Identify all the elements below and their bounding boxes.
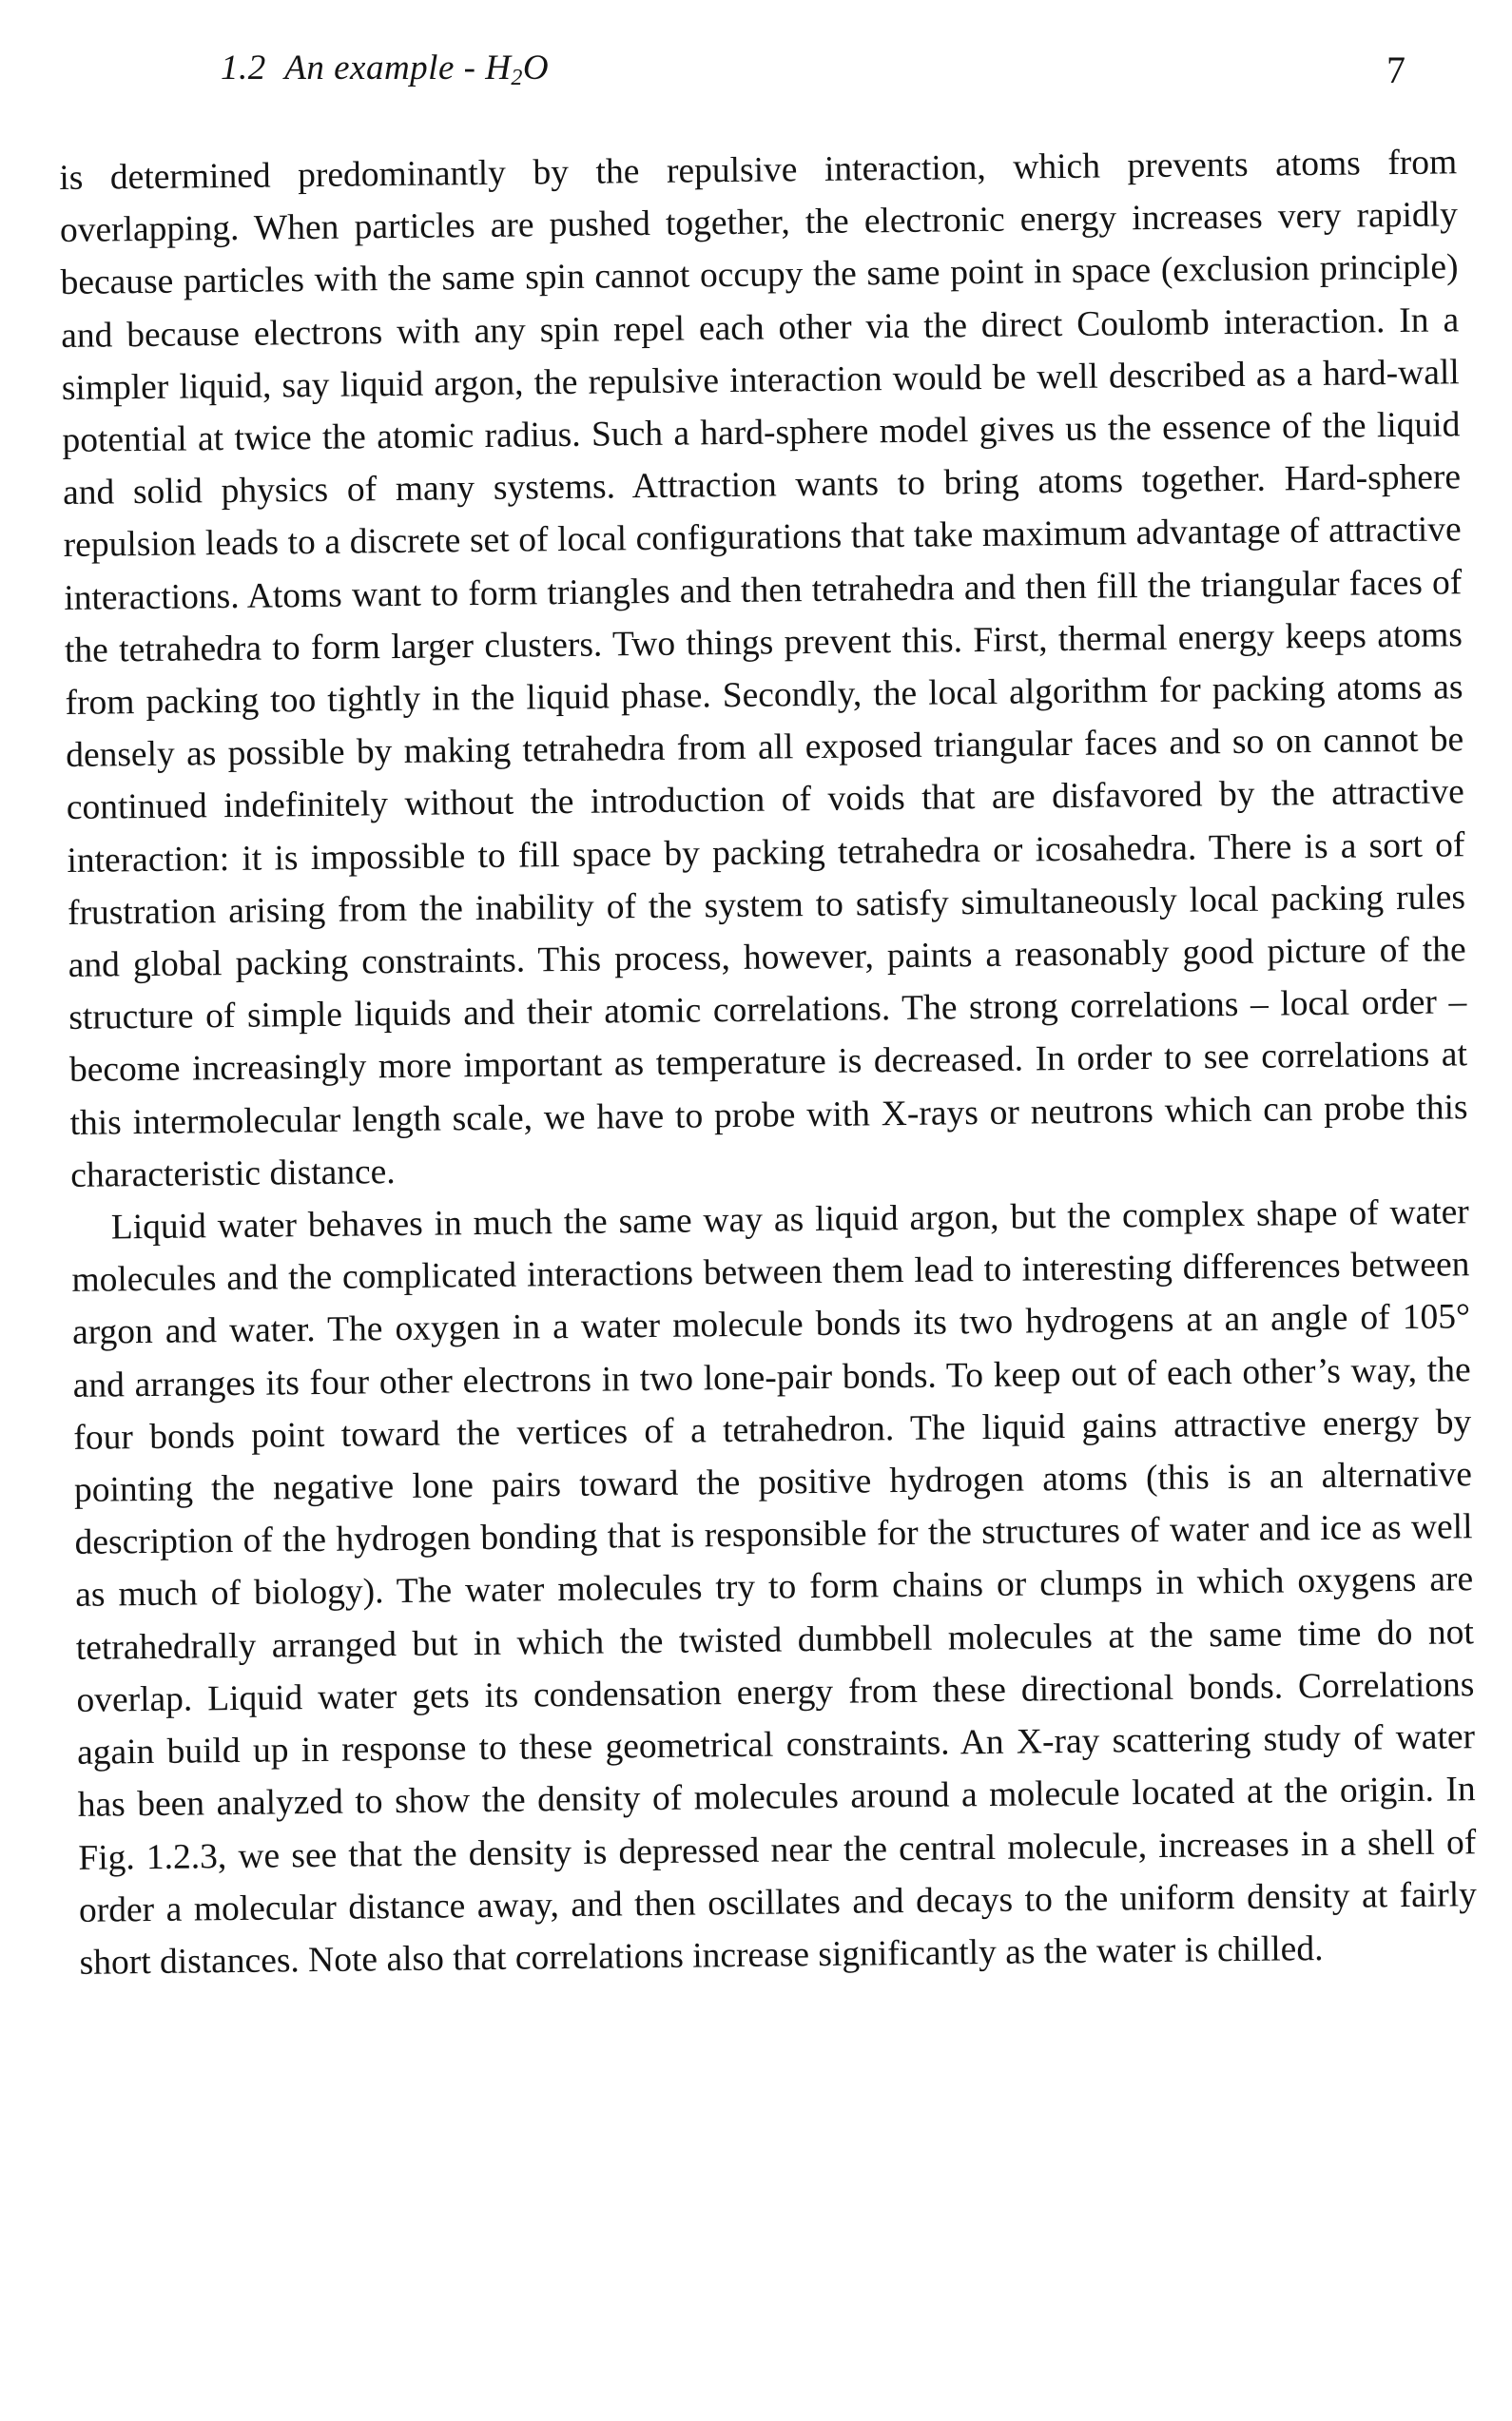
running-head — [221, 48, 549, 91]
section-number: 1.2 — [221, 48, 266, 87]
section-title: An example - H — [284, 48, 512, 87]
formula-subscript: 2 — [511, 66, 523, 90]
formula-tail: O — [522, 48, 550, 87]
paragraph-liquid-water: Liquid water behaves in much the same way as liquid argon, but the complex shape of water molecules and the complicated interactions between them lead to interesting differences between argon and water. The oxygen in a water molecule bonds its two hydrogens at an angle of 105° and arranges its four other electrons in two lone-pair bonds. To keep out of each other’s way, the four bonds point toward the vertices of a tetrahedron. The liquid gains attractive energy by pointing the negative lone pairs toward the positive hydrogen atoms (this is an alternative description of the hydrogen bonding that is responsible for the structures of water and ice as well as much of biology). The water molecules try to form chains or clumps in which oxygens are tetrahedrally arranged but in which the twisted dumbbell molecules at the same time do not overlap. Liquid water gets its condensation energy from these directional bonds. Correlations again build up in response to these geometrical constraints. An X-ray scattering study of water has been analyzed to show the density of molecules around a molecule located at the origin. In Fig. 1.2.3, we see that the density is depressed near the central molecule, increases in a shell of order a molecular distance away, and then oscillates and decays to the uniform density at fairly short distances. Note also that correlations increase significantly as the water is chilled. — [71, 1192, 1478, 1983]
page-number: 7 — [1386, 48, 1405, 91]
body-text — [59, 136, 1478, 1989]
paragraph-continued: is determined predominantly by the repulsive interaction, which prevents atoms from overlapping. When particles are pushed together, the electronic energy increases very rapidly because particles with the same spin cannot occupy the same point in space (exclusion principle) and because electrons with any spin repel each other via the direct Coulomb interaction. In a simpler liquid, say liquid argon, the repulsive interaction would be well described as a hard-wall potential at twice the atomic radius. Such a hard-sphere model gives us the essence of the liquid and solid physics of many systems. Attraction wants to bring atoms together. Hard-sphere repulsion leads to a discrete set of local configurations that take maximum advantage of attractive interactions. Atoms want to form triangles and then tetrahedra and then fill the triangular faces of the tetrahedra to form larger clusters. Two things prevent this. First, thermal energy keeps atoms from packing too tightly in the liquid phase. Secondly, the local algorithm for packing atoms as densely as possible by making tetrahedra from all exposed triangular faces and so on cannot be continued indefinitely without the introduction of voids that are disfavored by the attractive interaction: it is impossible to fill space by packing tetrahedra or icosahedra. There is a sort of frustration arising from the inability of the system to satisfy simultaneously local packing rules and global packing constraints. This process, however, paints a reasonably good picture of the structure of simple liquids and their atomic correlations. The strong correlations – local order – become increasingly more important as temperature is decreased. In order to see correlations at this intermolecular length scale, we have to probe with X-rays or neutrons which can probe this characteristic distance. — [59, 143, 1468, 1195]
